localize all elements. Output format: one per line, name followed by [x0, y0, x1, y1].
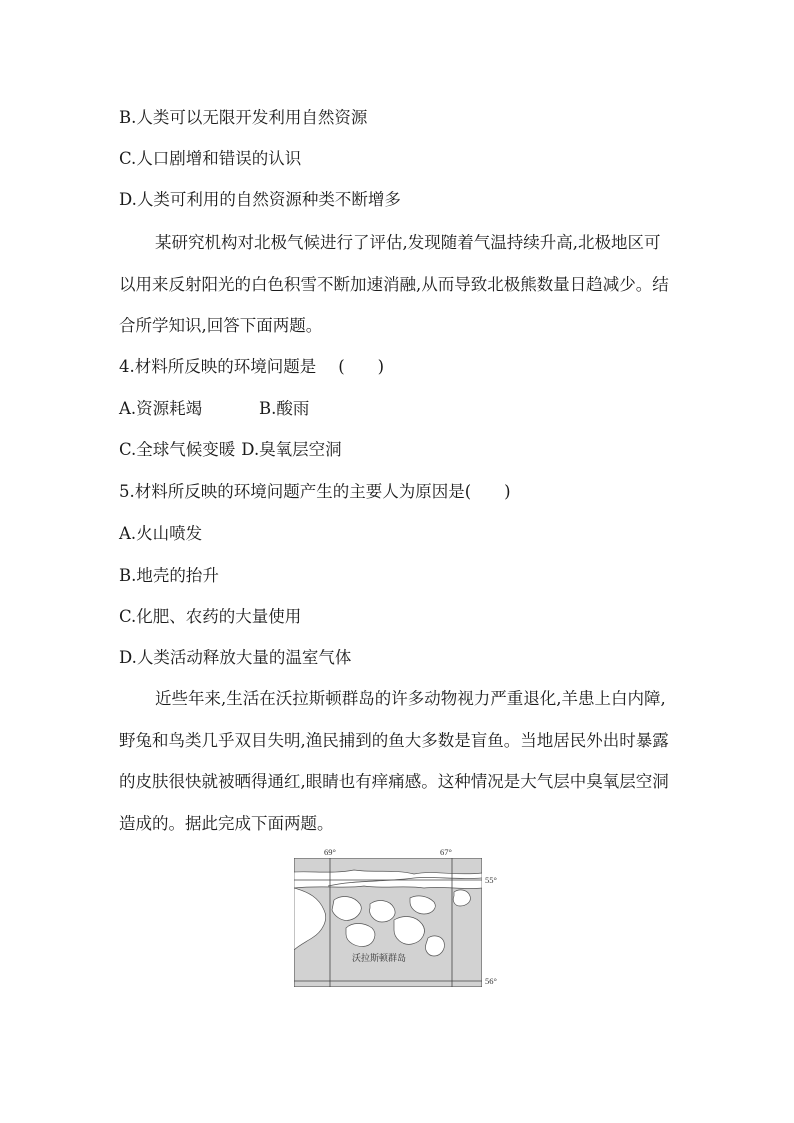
label-place: 沃拉斯顿群岛	[352, 953, 407, 963]
question-4-blank: ( )	[338, 357, 385, 376]
map-graphic	[294, 858, 482, 987]
option-c-q4: C.全球气候变暖	[119, 440, 236, 459]
option-d-q3: D.人类可利用的自然资源种类不断增多	[119, 190, 401, 209]
option-b-q5: B.地壳的抬升	[119, 566, 219, 585]
question-4-stem: 4.材料所反映的环境问题是	[119, 357, 317, 376]
option-d-q5: D.人类活动释放大量的温室气体	[119, 648, 352, 667]
label-lon-69: 69°	[324, 847, 336, 857]
option-b-q4: B.酸雨	[259, 399, 310, 418]
wollaston-islands-map	[294, 847, 497, 987]
option-c-q5: C.化肥、农药的大量使用	[119, 607, 302, 626]
question-4-options-cd	[119, 440, 342, 460]
question-4	[119, 357, 384, 377]
passage-arctic: 某研究机构对北极气候进行了评估,发现随着气温持续升高,北极地区可以用来反射阳光的白色积雪不断加速消融,从而导致北极熊数量日趋减少。结合所学知识,回答下面两题。	[119, 233, 669, 335]
label-lon-67: 67°	[440, 847, 452, 857]
option-d-q4: D.臭氧层空洞	[241, 440, 342, 459]
option-b-q3: B.人类可以无限开发利用自然资源	[119, 108, 368, 127]
option-a-q5: A.火山喷发	[119, 524, 203, 543]
question-5-stem: 5.材料所反映的环境问题产生的主要人为原因是( )	[119, 482, 511, 501]
inlet-7	[453, 890, 470, 906]
question-4-options-ab	[119, 399, 309, 419]
option-a-q4: A.资源耗竭	[119, 399, 203, 418]
passage-ozone: 近些年来,生活在沃拉斯顿群岛的许多动物视力严重退化,羊患上白内障,野兔和鸟类几乎双目失明,渔民捕到的鱼大多数是盲鱼。当地居民外出时暴露的皮肤很快就被晒得通红,眼睛也有痒痛感。这种情况是大气层中臭氧层空洞造成的。据此完成下面两题。	[119, 689, 669, 833]
label-lat-56: 56°	[485, 976, 497, 986]
option-c-q3: C.人口剧增和错误的认识	[119, 149, 302, 168]
label-lat-55: 55°	[485, 875, 497, 885]
inlet-6	[425, 936, 444, 956]
